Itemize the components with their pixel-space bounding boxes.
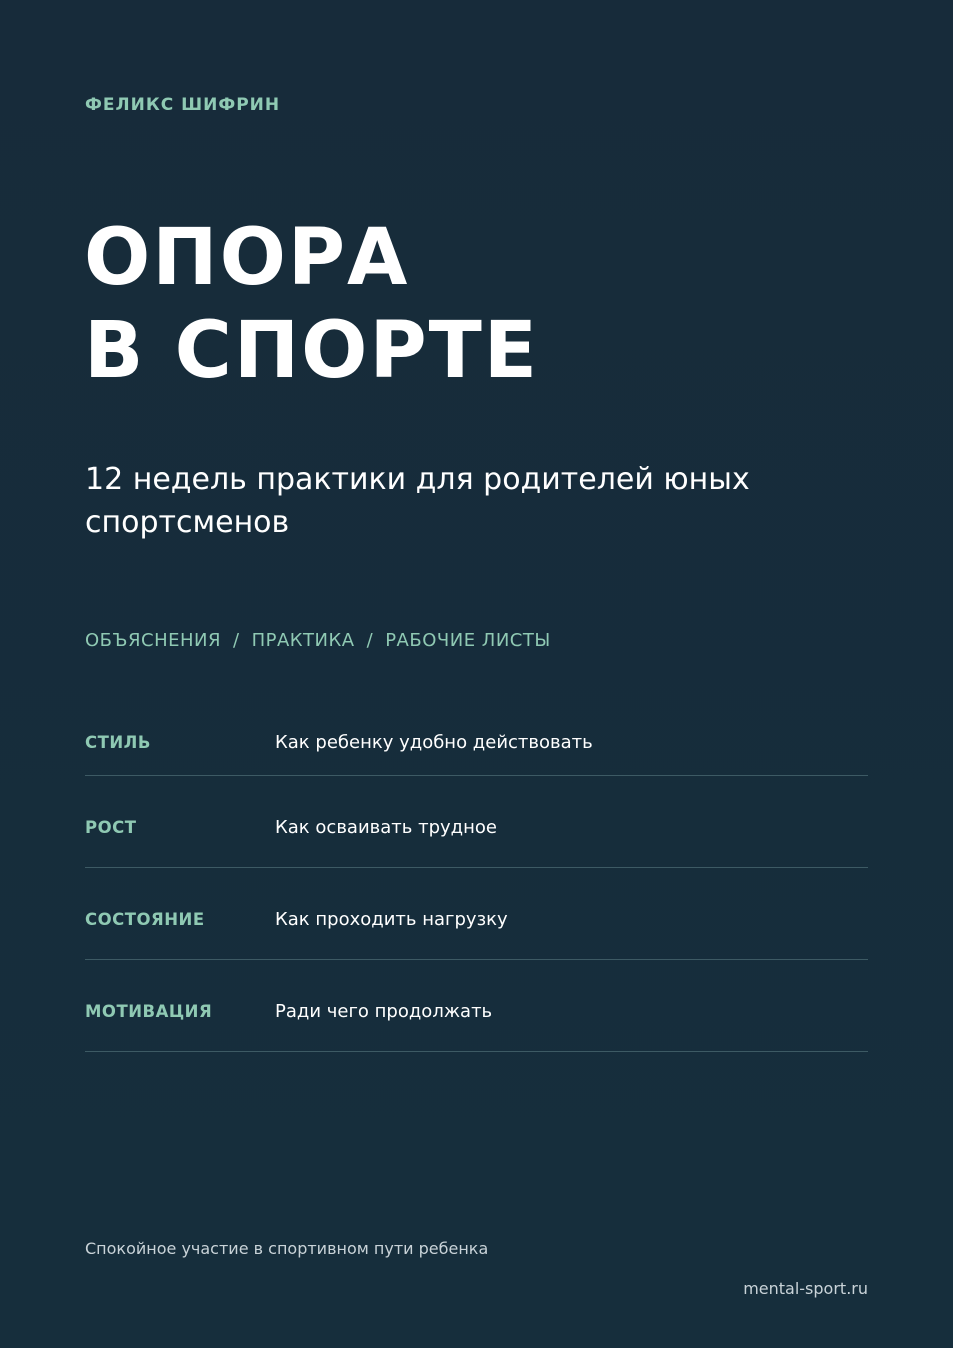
topic-row-style	[85, 698, 868, 776]
sections-list	[85, 630, 551, 651]
section-separator: /	[366, 630, 374, 651]
topic-row-motivation	[85, 960, 868, 1052]
footer-tagline: Спокойное участие в спортивном пути ребенка	[85, 1239, 489, 1258]
topic-description: Как ребенку удобно действовать	[275, 732, 593, 753]
topic-key: РОСТ	[85, 818, 137, 837]
topic-key: МОТИВАЦИЯ	[85, 1002, 213, 1021]
footer-website: mental-sport.ru	[743, 1279, 868, 1298]
author-name: ФЕЛИКС ШИФРИН	[85, 95, 281, 115]
book-title	[84, 212, 539, 398]
topics-table	[85, 698, 868, 1052]
topic-description: Ради чего продолжать	[275, 1001, 493, 1022]
section-item-explanations: ОБЪЯСНЕНИЯ	[85, 630, 221, 651]
section-item-practice: ПРАКТИКА	[251, 630, 355, 651]
title-line-2: В СПОРТЕ	[84, 306, 540, 396]
topic-key: СТИЛЬ	[85, 733, 151, 752]
topic-key: СОСТОЯНИЕ	[85, 910, 205, 929]
topic-row-state	[85, 868, 868, 960]
topic-row-growth	[85, 776, 868, 868]
section-item-worksheets: РАБОЧИЕ ЛИСТЫ	[385, 630, 551, 651]
topic-description: Как проходить нагрузку	[275, 909, 508, 930]
section-separator: /	[233, 630, 240, 651]
title-line-1: ОПОРА	[84, 213, 410, 303]
topic-description: Как осваивать трудное	[275, 817, 497, 838]
book-subtitle: 12 недель практики для родителей юных спортсменов	[85, 462, 750, 540]
